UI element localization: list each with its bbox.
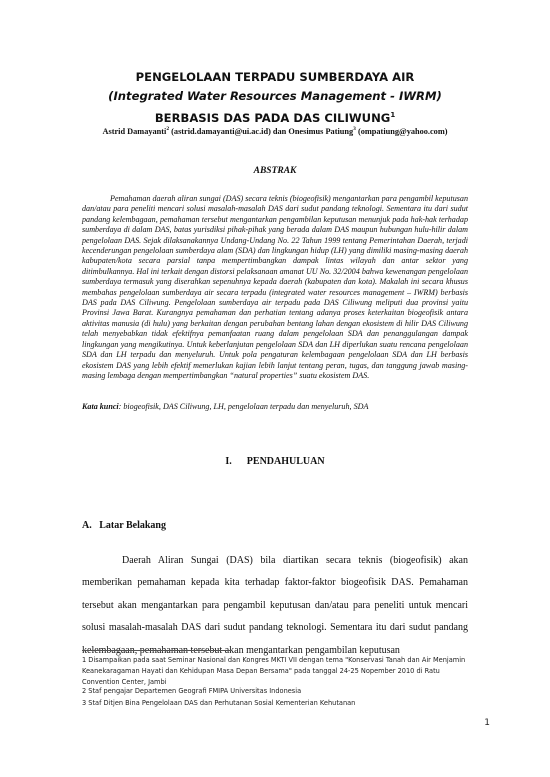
section-heading: I. PENDAHULUAN [225,456,325,467]
footnote-separator [82,650,232,651]
footnote-1: 1 Disampaikan pada saat Seminar Nasional dan Kongres MKTI VII dengan tema "Konservasi Tanah dan Air Menjamin Keanekaragaman Hayati dan Kehidupan Masa Depan Bersama" pada tanggal 24-25 Nopember 2010 di Ratu Convention Center, Jambi [82,656,466,687]
page-number: 1 [484,718,490,728]
title-line-2: (Integrated Water Resources Management - IWRM) [108,89,442,103]
author-1-name: Astrid Damayanti [102,126,167,136]
title-footnote-marker: 1 [390,111,396,119]
author-2-name: Onesimus Patiung [288,126,354,136]
title-block [60,68,490,128]
authors-line [40,124,510,137]
author-2-footnote-marker: 3 [353,126,356,132]
footnote-3: 3 Staf Ditjen Bina Pengelolaan DAS dan Perhutanan Sosial Kementerian Kehutanan [82,699,356,707]
keywords-list: : biogeofisik, DAS Ciliwung, LH, pengelolaan terpadu dan menyeluruh, SDA [118,402,369,411]
abstract-text: Pemahaman daerah aliran sungai (DAS) secara teknis (biogeofisik) mengantarkan para pengambil keputusan dan/atau para peneliti mencari solusi masalah-masalah DAS dari sudut pandang teknologi. Sementara itu dari sudut pandang kelembagaan, pemahaman tersebut mengantarkan pengambilan keputusan menunjuk pada hak-hak terhadap sumberdaya di dalam DAS, batas yurisdiksi pihak-pihak yang berada dalam DAS maupun hubungan hulu-hilir dalam pengelolaan DAS. Sejak dilaksanakannya Undang-Undang No. 22 Tahun 1999 tentang Pemerintahan Daerah, terjadi kecenderungan pengelolaan sumberdaya alam (SDA) dan lingkungan hidup (LH) yang dimiliki masing-masing daerah kabupaten/kota secara parsial tanpa mempertimbangkan dampak lintas wilayah dan antar sektor yang ditimbulkannya. Hal ini terkait dengan distorsi pelaksanaan amanat UU No. 32/2004 bahwa kewenangan pengelolaan sumberdaya termasuk yang diserahkan sepenuhnya kepada daerah (kabupaten dan kota). Makalah ini secara khusus membahas pengelolaan sumberdaya air secara terpadu (integrated water resources management – IWRM) berbasis DAS pada DAS Ciliwung. Pengelolaan sumberdaya air terpadu pada DAS Ciliwung meliputi dua provinsi yaitu Provinsi Jawa Barat. Kurangnya pemahaman dan perhatian tentang adanya proses keterkaitan biogeofisik antara aktivitas manusia (di hulu) yang berkaitan dengan perubahan bentang lahan dengan ekosistem di hilir DAS Ciliwung telah menyebabkan tidak efektifnya pemanfaatan ruang dalam pengelolaan SDA dan penanggulangan dampak lingkungan yang mengikutinya. Untuk keberlanjutan pengelolaan SDA dan LH diperlukan suatu rencana pengelolaan SDA dan LH terpadu dan menyeluruh. Untuk pola pengaturan kelembagaan pengelolaan SDA dan LH berbasis ekosistem DAS yang lebih efektif memerlukan kajian lebih lanjut tentang peran, tugas, dan tanggung jawab masing-masing lembaga dengan mempertimbangkan “natural properties” suatu ekosistem DAS. [82,194,468,380]
keywords-label: Kata kunci [82,402,119,411]
author-2-email: (ompatiung@yahoo.com) [355,126,448,136]
abstract-heading: ABSTRAK [253,166,297,176]
title-line-1: PENGELOLAAN TERPADU SUMBERDAYA AIR [135,70,415,84]
body-paragraph: Daerah Aliran Sungai (DAS) bila diartikan secara teknis (biogeofisik) akan memberikan pemahaman kepada kita terhadap faktor-faktor biogeofisik DAS. Pemahaman tersebut akan mengantarkan para pengambil keputusan dan/atau para peneliti untuk mencari solusi masalah-masalah DAS dari sudut pandang teknologi. Sementara itu dari sudut pandang kelembagaan, pemahaman tersebut akan mengantarkan pengambilan keputusan [82,555,468,656]
subsection-heading: A. Latar Belakang [82,520,166,531]
footnote-2: 2 Staf pengajar Departemen Geografi FMIPA Universitas Indonesia [82,687,302,695]
title-line-3-text: BERBASIS DAS PADA DAS CILIWUNG [154,110,391,125]
author-1-email: (astrid.damayanti@ui.ac.id) dan [169,126,289,136]
author-1-footnote-marker: 2 [166,126,170,132]
keywords [82,402,468,411]
